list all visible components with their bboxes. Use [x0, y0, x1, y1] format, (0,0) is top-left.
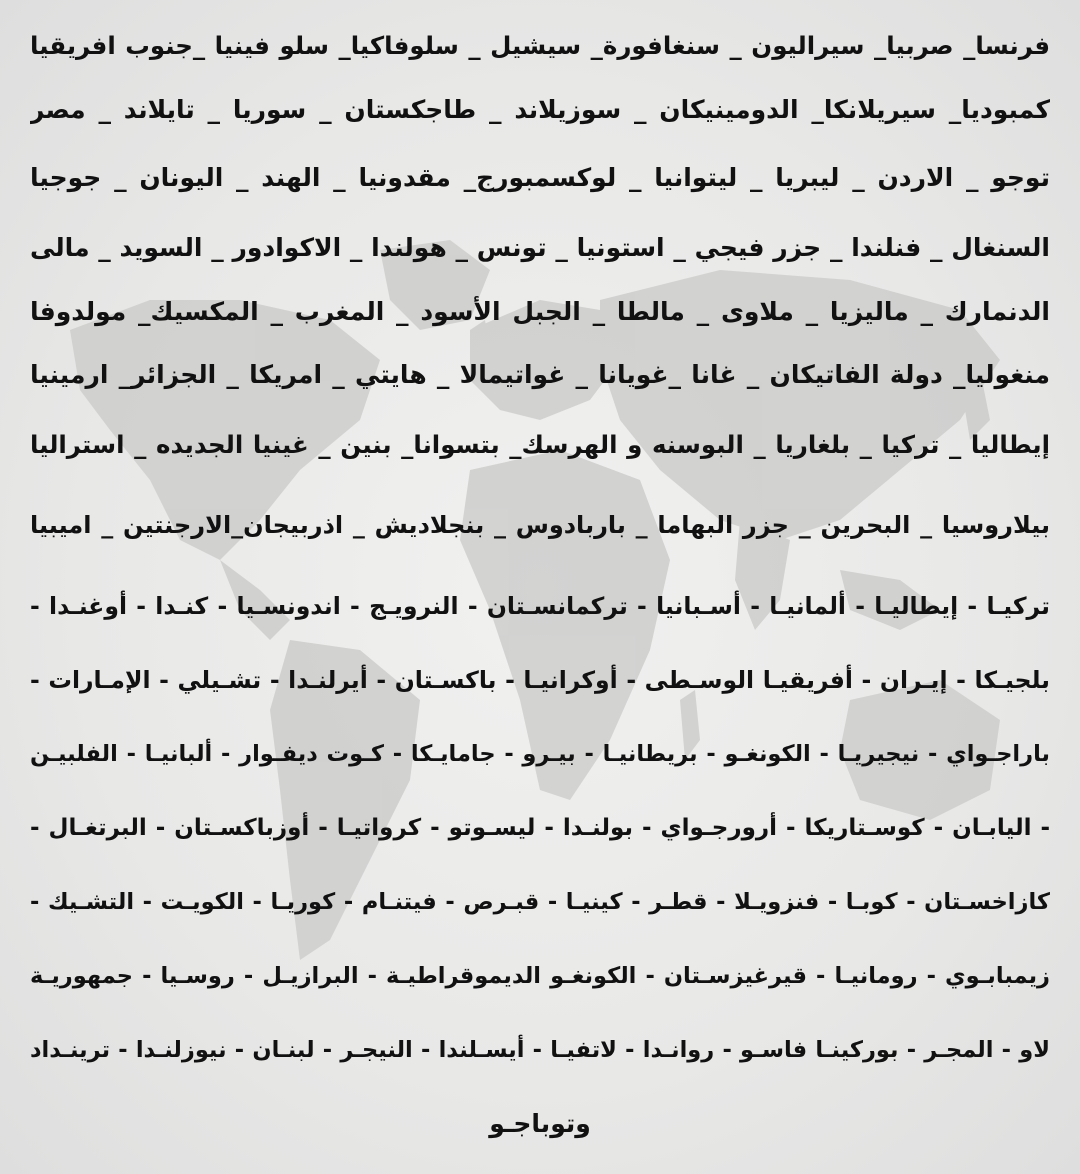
- country-line-1: فرنسا_ صربيا_ سيراليون _ سنغافورة_ سيشيل _ سلوفاكيا_ سلو فينيا _جنوب افريقيا: [30, 31, 1050, 60]
- country-line-7: إيطاليا _ تركيا _ بلغاريا _ البوسنه و الهرسك_ بتسوانا_ بنين _ غينيا الجديده _ استراليا: [30, 430, 1050, 459]
- country-line-16: وتوباجـو: [489, 1109, 591, 1138]
- country-line-4: السنغال _ فنلندا _ جزر فيجي _ استونيا _ تونس _ هولندا _ الاكوادور _ السويد _ مالى: [30, 233, 1050, 262]
- country-line-6: منغوليا_ دولة الفاتيكان _ غانا _غويانا _ غواتيمالا _ هايتي _ امريكا _ الجزائر_ ارمينيا: [30, 360, 1050, 389]
- country-line-13: كازاخسـتان - كوبـا - فنزويـلا - قطـر - كينيـا - قبـرص - فيتنـام - كوريـا - الكويـت - التشـيك -: [30, 889, 1050, 915]
- country-line-15: لاو - المجـر - بوركينـا فاسـو - روانـدا - لاتفيـا - أيسـلندا - النيجـر - لبنـان - نيوزلنـدا - ترينـداد: [30, 1037, 1050, 1063]
- country-line-2: كمبوديا_ سيريلانكا_ الدومينيكان _ سوزيلاند _ طاجكستان _ سوريا _ تايلاند _ مصر: [30, 95, 1050, 124]
- country-line-9: تركيـا - إيطاليـا - ألمانيـا - أسـبانيا - تركمانسـتان - النرويـج - اندونسـيا - كنـدا - أوغنـدا -: [30, 592, 1050, 620]
- country-list: [30, 0, 1050, 1174]
- country-line-3: توجو _ الاردن _ ليبريا _ ليتوانيا _ لوكسمبورج_ مقدونيا _ الهند _ اليونان _ جوجيا: [30, 163, 1050, 192]
- country-line-11: باراجـواي - نيجيريـا - الكونغـو - بريطانيـا - بيـرو - جامايـكا - كـوت ديفـوار - ألبانيـا - الفلبيـن: [30, 741, 1050, 767]
- country-line-8: بيلاروسيا _ البحرين _ جزر البهاما _ باربادوس _ بنجلاديش _ اذربيجان_الارجنتين _ اميبيا: [30, 511, 1050, 539]
- country-line-5: الدنمارك _ ماليزيا _ ملاوى _ مالطا _ الجبل الأسود _ المغرب _ المكسيك_ مولدوفا: [30, 297, 1050, 326]
- country-line-14: زيمبابـوي - رومانيـا - قيرغيزسـتان - الكونغـو الديموقراطيـة - البرازيـل - روسـيا - جمهوريـة: [30, 963, 1050, 989]
- country-line-12: - اليابـان - كوسـتاريكا - أرورجـواي - بولنـدا - ليسـوتو - كرواتيـا - أوزباكسـتان - البرتغـال -: [30, 815, 1050, 841]
- country-line-10: بلجيـكا - إيـران - أفريقيـا الوسـطى - أوكرانيـا - باكسـتان - أيرلنـدا - تشـيلي - الإمـارات -: [30, 666, 1050, 694]
